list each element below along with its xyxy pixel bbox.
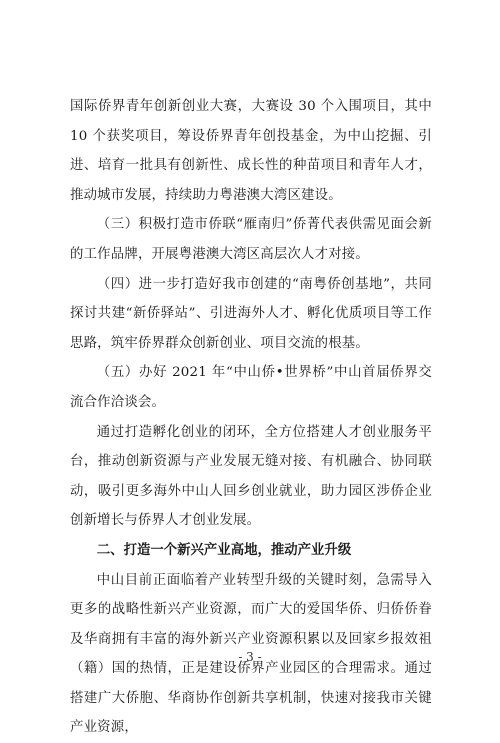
- paragraph-industry: 中山目前正面临着产业转型升级的关键时刻，急需导入更多的战略性新兴产业资源，而广大的爱国华侨、归侨侨眷及华商拥有丰富的海外新兴产业资源积累以及回家乡报效祖（籍）国的热情，正是建设侨界产业园区的合理需求。通过搭建广大侨胞、华商协作创新共享机制，快速对接我市关键产业资源，: [70, 566, 432, 743]
- section-heading: 二、打造一个新兴产业高地，推动产业升级: [70, 536, 432, 566]
- paragraph-contest: 国际侨界青年创新创业大赛，大赛设 30 个入围项目，其中 10 个获奖项目，筹设侨界青年创投基金，为中山挖掘、引进、培育一批具有创新性、成长性的种苗项目和青年人才，推动城市发展，持续助力粤港澳大湾区建设。: [70, 92, 432, 210]
- paragraph-item-3: （三）积极打造市侨联“雁南归”侨菁代表供需见面会新的工作品牌，开展粤港澳大湾区高层次人才对接。: [70, 210, 432, 269]
- paragraph-item-4: （四）进一步打造好我市创建的“南粤侨创基地”，共同探讨共建“新侨驿站”、引进海外人才、孵化优质项目等工作思路，筑牢侨界群众创新创业、项目交流的根基。: [70, 270, 432, 359]
- page-number: - 3 -: [0, 650, 500, 664]
- paragraph-summary: 通过打造孵化创业的闭环，全方位搭建人才创业服务平台，推动创新资源与产业发展无缝对接、有机融合、协同联动，吸引更多海外中山人回乡创业就业，助力园区涉侨企业创新增长与侨界人才创业发展。: [70, 418, 432, 536]
- paragraph-item-5: （五）办好 2021 年“中山侨•世界桥”中山首届侨界交流合作洽谈会。: [70, 358, 432, 417]
- document-body: [70, 92, 432, 743]
